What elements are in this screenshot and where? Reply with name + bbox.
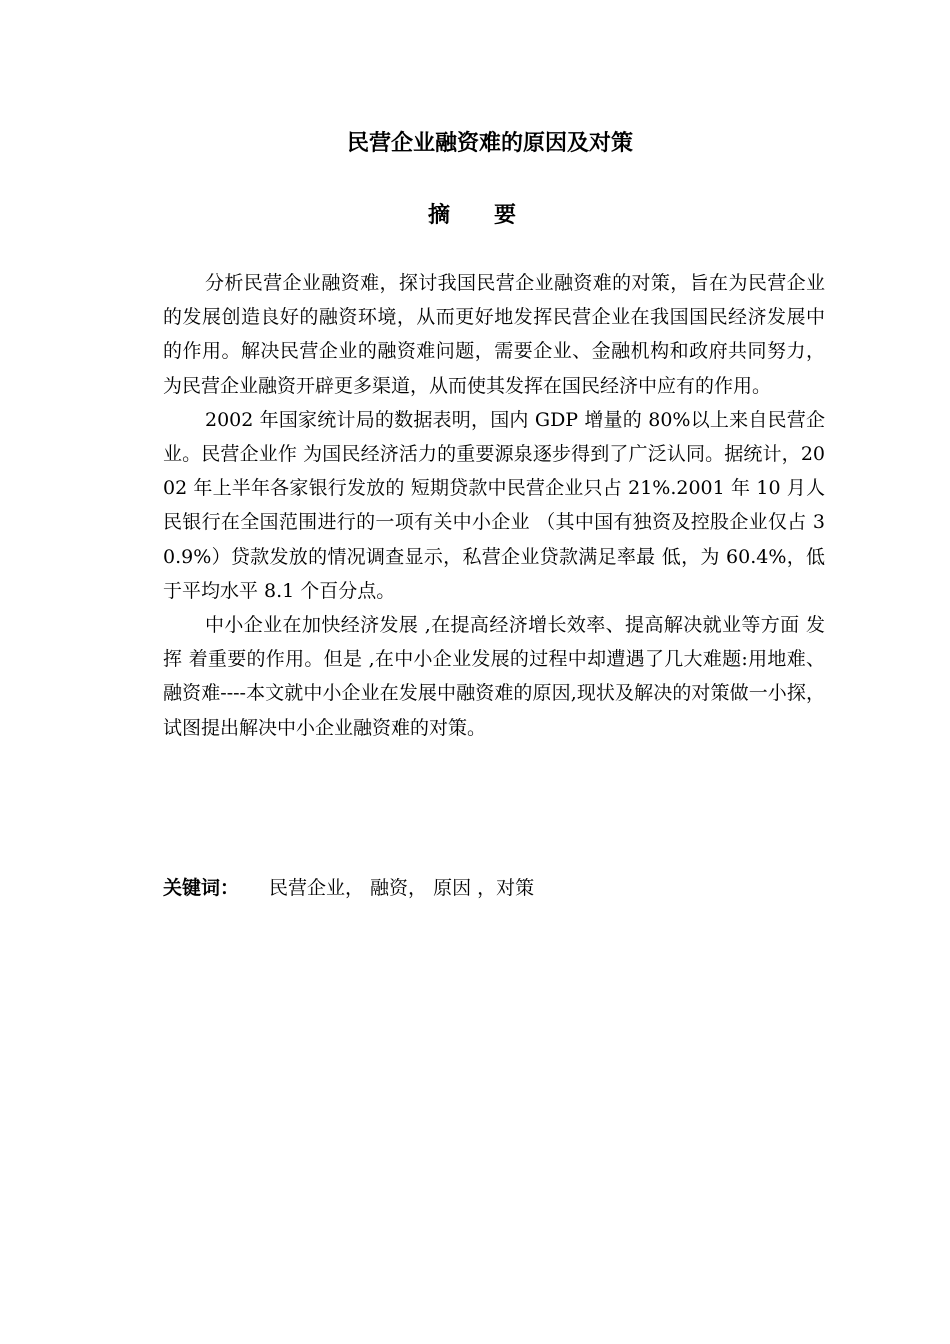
abstract-paragraph-1: 分析民营企业融资难，探讨我国民营企业融资难的对策，旨在为民营企业的发展创造良好的融资环境，从而更好地发挥民营企业在我国国民经济发展中的作用。解决民营企业的融资难问题，需要企业、金融机构和政府共同努力，为民营企业融资开辟更多渠道，从而使其发挥在国民经济中应有的作用。	[163, 272, 825, 397]
abstract-paragraph-2: 2002 年国家统计局的数据表明，国内 GDP 增量的 80%以上来自民营企业。民营企业作 为国民经济活力的重要源泉逐步得到了广泛认同。据统计，2002 年上半年各家银行发放的 短期贷款中民营企业只占 21%.2001 年 10 月人民银行在全国范围进行的一项有关中小企业 （其中国有独资及控股企业仅占 30.9%）贷款发放的情况调查显示，私营企业贷款满足率最 低，为 60.4%，低于平均水平 8.1 个百分点。	[163, 408, 825, 602]
keywords-line	[163, 871, 825, 905]
abstract-paragraph-3: 中小企业在加快经济发展 ,在提高经济增长效率、提高解决就业等方面 发挥 着重要的作用。但是 ,在中小企业发展的过程中却遭遇了几大难题:用地难、融资难----本文就中小企业在发展中融资难的原因,现状及解决的对策做一小探，试图提出解决中小企业融资难的对策。	[163, 614, 825, 739]
keywords-list: 民营企业， 融资， 原因 ，对策	[269, 877, 535, 899]
abstract-heading: 摘要	[427, 203, 560, 228]
document-title: 民营企业融资难的原因及对策	[346, 131, 633, 156]
keywords-label: 关键词：	[163, 877, 240, 899]
abstract-body	[163, 266, 825, 745]
